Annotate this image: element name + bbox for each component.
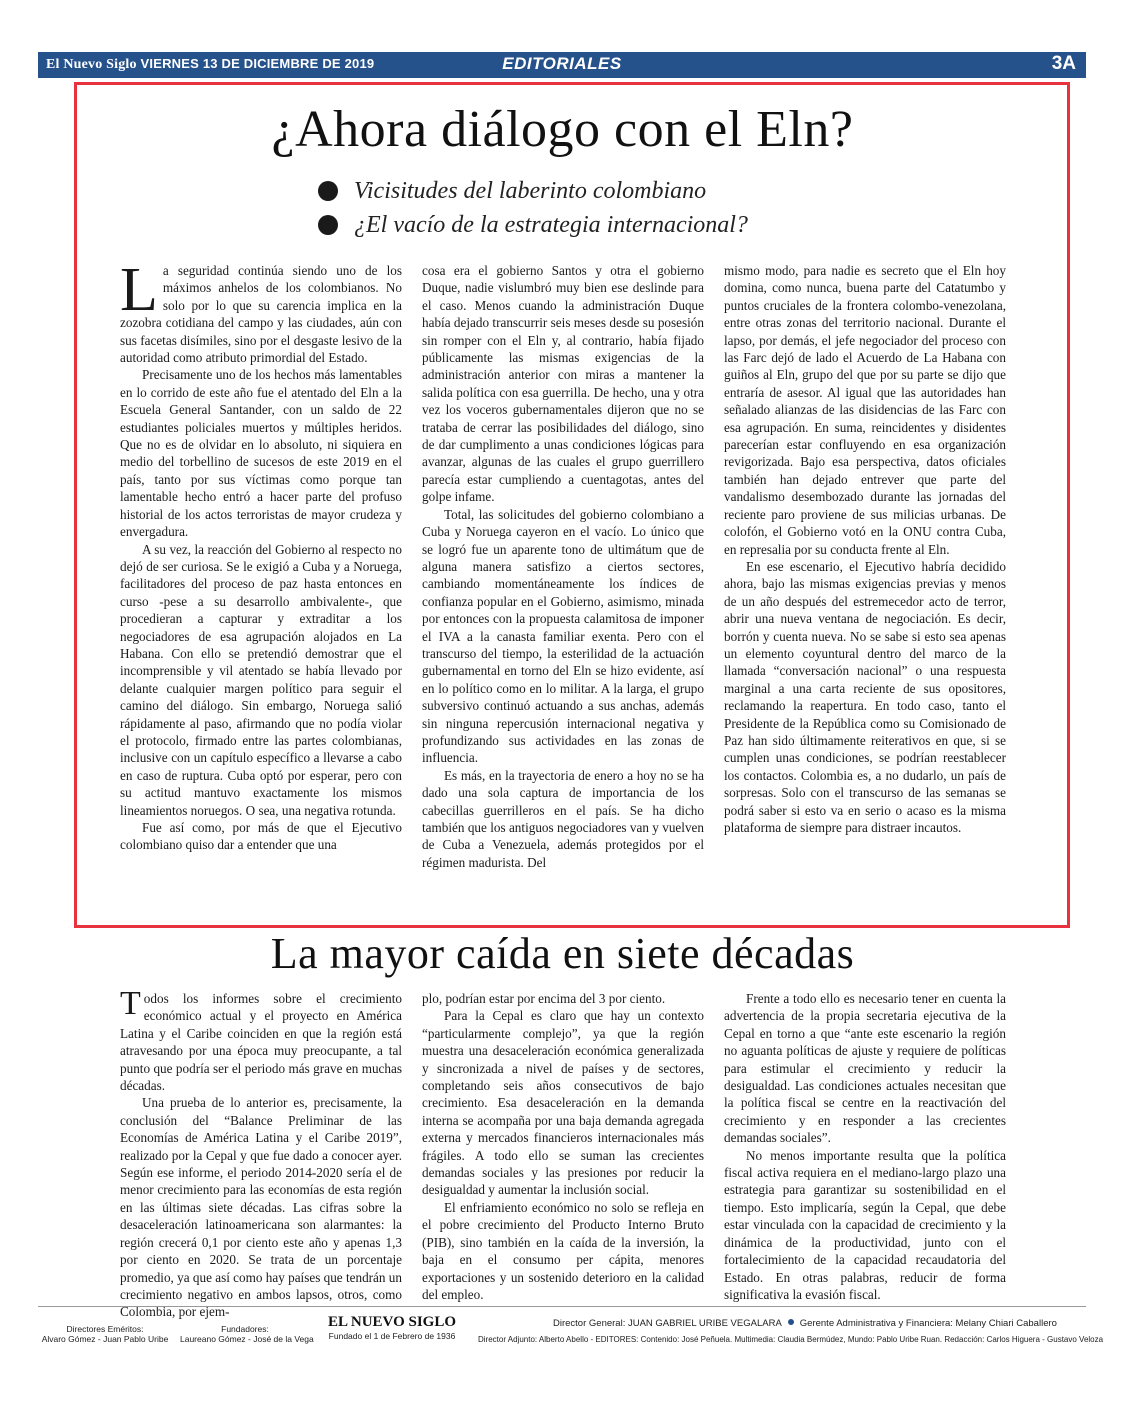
drop-cap: T xyxy=(120,985,141,1022)
paragraph: Una prueba de lo anterior es, precisamente, la conclusión del “Balance Preliminar de las Economías de América Latina y el Caribe 2019”, realizado por la Cepal y que fue dado a conocer ayer. Según ese informe, el periodo 2014-2020 sería el de menor crecimiento para las economías de esta región en las últimas siete décadas. Las cifras sobre la desaceleración latinoamericana son alarmantes: la región crecerá 0,1 por ciento este año y apenas 1,3 por ciento en 2020. Se trata de un porcentaje promedio, ya que así como hay países que tendrán un crecimiento negativo en ambos lapsos, otros, como Colombia, por ejem- xyxy=(120,1095,402,1320)
paragraph xyxy=(120,985,402,1094)
paragraph: En ese escenario, el Ejecutivo habría decidido ahora, bajo las mismas exigencias previas y menos de un año después del estremecedor acto de terror, abrir una nueva ventana de negociación. Es decir, borrón y cuenta nueva. No se sabe si esto sea apenas un elemento coyuntural dentro del marco de la llamada “conversación nacional” o una respuesta marginal a una carta reciente de sus opositores, reclamando la reapertura. En todo caso, tanto el Presidente de la República como su Comisionado de Paz han sido últimamente reiterativos en que, si se cumplen unas condiciones, se podrían reestablecer los contactos. Colombia es, a no dudarlo, un país de sorpresas. Solo con el transcurso de las semanas se podrá saber si esto va en serio o acaso es la misma plataforma de siempre para distraer incautos. xyxy=(724,558,1006,835)
footer-fundadores xyxy=(180,1324,314,1344)
footer-gerente: Gerente Administrativa y Financiera: Melany Chiari Caballero xyxy=(799,1318,1057,1329)
editorial1-title: ¿Ahora diálogo con el Eln? xyxy=(271,101,854,158)
paragraph: Total, las solicitudes del gobierno colombiano a Cuba y Noruega cayeron en el vacío. Lo único que se logró fue un aparente tono de ultimátum que de alguna manera satisfizo a ciertos sectores, cambiando momentáneamente los índices de confianza popular en el Gobierno, asimismo, minada por entonces con la propuesta calamitosa de imponer el IVA a la canasta familiar exenta. Pero con el transcurso del tiempo, la esterilidad de la actuación gubernamental en torno del Eln se hizo evidente, así en lo político como en lo militar. A la larga, el grupo subversivo continuó actuando a sus anchas, además sin ninguna repercusión internacional negativa y profundizando sus actividades en las zonas de influencia. xyxy=(422,506,704,766)
footer-staff-line2: Director Adjunto: Alberto Abello - EDITORES: Contenido: José Peñuela. Multimedia: Claudia Bermúdez, Mundo: Pablo Uribe Ruan. Redacción: Carlos Higuera - Gustavo Veloza xyxy=(478,1335,1104,1344)
paragraph: Para la Cepal es claro que hay un contexto “particularmente complejo”, ya que la región muestra una desaceleración económica generalizada y sincronizada a nivel de países y de sectores, completando seis años consecutivos de bajo crecimiento. Esa desaceleración en la demanda interna se acompaña por una baja demanda agregada externa y mercados financieros internacionales más frágiles. A todo ello se suman las crecientes demandas sociales y las presiones por reducir la desigualdad y aumentar la inclusión social. xyxy=(422,1008,704,1198)
editorial2-column-3 xyxy=(724,990,1006,1303)
footer-directores-label: Directores Eméritos: xyxy=(66,1324,144,1334)
page-number: 3A xyxy=(1051,53,1076,74)
editorial2-column-2 xyxy=(422,990,704,1303)
footer-founded: Fundado el 1 de Febrero de 1936 xyxy=(328,1331,456,1341)
footer-directores-names: Alvaro Gómez - Juan Pablo Uribe xyxy=(41,1334,169,1344)
header-bar xyxy=(38,52,1086,78)
paragraph: No menos importante resulta que la política fiscal activa requiera en el mediano-largo plazo una estrategia para garantizar su sostenibilidad en el tiempo. Esto implicaría, según la Cepal, que debe estar vinculada con la capacidad de crecimiento y la dinámica de la productividad, junto con el fortalecimiento de la capacidad recaudatoria del Estado. En otras palabras, reducir de forma significativa la evasión fiscal. xyxy=(724,1147,1006,1302)
paragraph-text: odos los informes sobre el crecimiento económico actual y el proyecto en América Latina y el Caribe coinciden en que la región está atravesando por una época muy preocupante, a tal punto que podría ser el periodo más grave en muchas décadas. xyxy=(120,991,402,1094)
paragraph xyxy=(120,256,402,366)
editorial2-column-1 xyxy=(120,985,402,1321)
subtitle-item xyxy=(318,208,748,242)
paragraph: Precisamente uno de los hechos más lamentables en lo corrido de este año fue el atentado del Eln a la Escuela General Santander, con un saldo de 22 estudiantes policiales muertos y múltiples heridos. Que no es de olvidar en lo absoluto, ni siquiera en medio del torbellino de sucesos de este 2019 en el país, tanto por sus víctimas como porque tan lamentable hecho entró a hacer parte del profuso historial de los actos terroristas de mayor crudeza y envergadura. xyxy=(120,367,402,540)
editorial1-column-1 xyxy=(120,256,402,854)
bullet-icon xyxy=(318,215,338,235)
footer-staff-line1 xyxy=(553,1318,1057,1329)
footer-logo: EL NUEVO SIGLO xyxy=(327,1314,457,1330)
editorial2-title: La mayor caída en siete décadas xyxy=(270,929,855,978)
footer-divider xyxy=(38,1306,1086,1307)
separator-dot-icon xyxy=(788,1319,794,1325)
subtitle-item xyxy=(318,174,748,208)
paragraph: cosa era el gobierno Santos y otra el gobierno Duque, nadie vislumbró muy bien ese deslinde para el caso. Menos cuando la administración Duque había dejado transcurrir seis meses desde su posesión sin romper con el Eln y, al contrario, había fijado públicamente las mismas exigencias de la administración anterior con miras a mantener la salida política con esa guerrilla. De hecho, una y otra vez los voceros gubernamentales dijeron que no se trataba de cerrar las posibilidades del diálogo, sino de dar cumplimento a unas condiciones lógicas para avanzar, algunas de las cuales el grupo guerrillero parecía estar cumpliendo a cuentagotas, antes del golpe infame. xyxy=(422,263,704,505)
footer-director-general: Director General: JUAN GABRIEL URIBE VEGALARA xyxy=(553,1318,782,1329)
paragraph: A su vez, la reacción del Gobierno al respecto no dejó de ser curiosa. Se le exigió a Cuba y a Noruega, facilitadores del proceso de paz hasta entonces en curso -pese a su desarrollo ambivalente-, que procedieran a capturar y extraditar a los negociadores de esa agrupación alojados en La Habana. Con ello se pretendió demostrar que el incomprensible y vil atentado se había llevado por delante cualquier margen político para seguir el camino del diálogo. Sin embargo, Noruega salió rápidamente al paso, afirmando que no podía violar el protocolo, firmado entre las partes colombianas, inclusive con un capítulo específico a llevarse a cabo en caso de ruptura. Cuba optó por esperar, pero con su actitud mantuvo exactamente los mismos lineamientos noruegos. O sea, una negativa rotunda. xyxy=(120,541,402,818)
footer-logo-block xyxy=(322,1314,462,1341)
bullet-icon xyxy=(318,181,338,201)
drop-cap: L xyxy=(120,256,158,324)
paragraph: El enfriamiento económico no solo se refleja en el pobre crecimiento del Producto Interno Bruto (PIB), sino también en la caída de la inversión, la baja en el consumo per cápita, menores exportaciones y un sostenido deterioro en la calidad del empleo. xyxy=(422,1199,704,1302)
header-brand: El Nuevo Siglo xyxy=(46,57,137,72)
paragraph-text: a seguridad continúa siendo uno de los máximos anhelos de los colombianos. No solo por lo que su carencia implica en la zozobra cotidiana del campo y las ciudades, aún con sus facetas disímiles, sino por el desgaste lesivo de la autoridad como atributo primordial del Estado. xyxy=(120,263,402,366)
subtitle-text: Vicisitudes del laberinto colombiano xyxy=(354,177,707,204)
editorial1-subtitles xyxy=(318,174,748,242)
paragraph: Es más, en la trayectoria de enero a hoy no se ha dado una sola captura de importancia de los cabecillas guerrilleros en el país. Se ha dicho también que los antiguos negociadores van y vuelven de Cuba a Venezuela, además protegidos por el régimen madurista. Del xyxy=(422,767,704,870)
header-date: VIERNES 13 DE DICIEMBRE DE 2019 xyxy=(140,56,375,71)
paragraph: plo, podrían estar por encima del 3 por ciento. xyxy=(422,991,666,1006)
footer-fundadores-label: Fundadores: xyxy=(221,1324,269,1334)
footer-fundadores-names: Laureano Gómez - José de la Vega xyxy=(180,1334,314,1344)
editorial1-column-3 xyxy=(724,262,1006,836)
paragraph: Frente a todo ello es necesario tener en cuenta la advertencia de la propia secretaria ejecutiva de la Cepal en torno a que “ante este escenario la región no aguanta políticas de ajuste y requiere de políticas para estimular el crecimiento y reducir la desigualdad. Las condiciones actuales necesitan que la política fiscal se centre en la reactivación del crecimiento y en responder a las crecientes demandas sociales”. xyxy=(724,991,1006,1146)
editorial1-column-2 xyxy=(422,262,704,871)
subtitle-text: ¿El vacío de la estrategia internacional? xyxy=(354,211,748,238)
paragraph: mismo modo, para nadie es secreto que el Eln hoy domina, como nunca, buena parte del Catatumbo y puntos cruciales de la frontera colombo-venezolana, entre otras zonas del territorio nacional. Durante el lapso, por demás, el jefe negociador del proceso con las Farc dejó de lado el Acuerdo de La Habana con guiños al Eln, grupo del que por su parte se dijo que entraría de asesor. Al igual que las autoridades han señalado alianzas de las disidencias de las Farc con esa agrupación. En suma, reincidentes y disidentes parecerían estar confluyendo en esa organización revigorizada. Bajo esa perspectiva, datos oficiales también han dejado entrever que parte del vandalismo desembozado durante las jornadas del reciente paro proviene de sus milicias urbanas. De colofón, el Gobierno votó en la ONU contra Cuba, en represalia por su conducta frente al Eln. xyxy=(724,263,1006,557)
section-title: EDITORIALES xyxy=(502,54,622,73)
footer-directores xyxy=(40,1324,170,1344)
paragraph: Fue así como, por más de que el Ejecutivo colombiano quiso dar a entender que una xyxy=(120,820,402,853)
